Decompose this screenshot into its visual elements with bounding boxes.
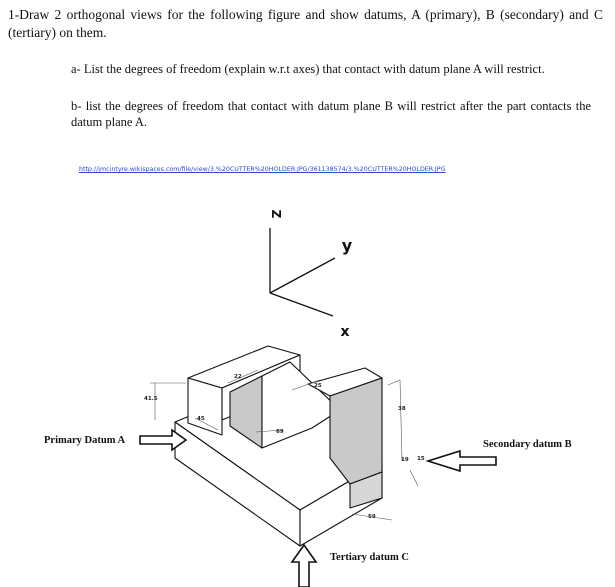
secondary-datum-label: Secondary datum B: [483, 439, 572, 450]
tertiary-datum-label: Tertiary datum C: [330, 552, 409, 563]
question-part-a: a- List the degrees of freedom (explain w.r.t axes) that contact with datum plane A will restrict.: [71, 62, 545, 76]
dim-45: 45: [197, 416, 205, 422]
axis-triad: [269, 210, 353, 340]
part-drawing: [175, 346, 382, 546]
dim-22: 22: [234, 374, 242, 380]
datum-c-arrow: [292, 545, 316, 587]
dim-41-5: 41.5: [144, 396, 158, 402]
dim-59: 59: [368, 514, 376, 520]
dim-15: 15: [417, 456, 425, 462]
dim-38: 38: [398, 406, 406, 412]
question-part-b: b- list the degrees of freedom that contact with datum plane B will restrict after the part contacts the datum plane A.: [71, 99, 591, 129]
z-axis-label: Z: [269, 209, 283, 219]
primary-datum-label: Primary Datum A: [44, 435, 126, 446]
dim-19: 19: [401, 457, 409, 463]
datum-b-arrow: [428, 451, 496, 471]
x-axis-label: x: [340, 324, 350, 340]
dim-25: 25: [314, 383, 322, 389]
source-url-link[interactable]: http://jmcintyre.wikispaces.com/file/view/3.%20CUTTER%20HOLDER.JPG/361138574/3.%20CUTTER%20HOLDER.JPG: [79, 166, 446, 173]
dim-69: 69: [276, 429, 284, 435]
question-title: 1-Draw 2 orthogonal views for the following figure and show datums, A (primary), B (secondary) and C (tertiary) on them.: [8, 7, 603, 40]
y-axis-label: y: [341, 236, 353, 255]
